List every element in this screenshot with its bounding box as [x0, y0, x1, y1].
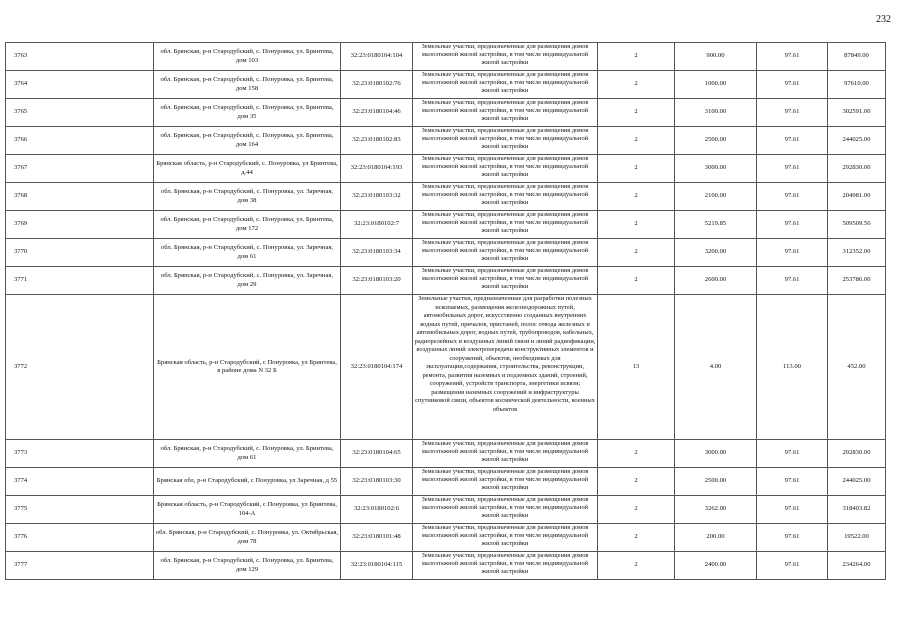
cadastral-table [5, 42, 886, 580]
area-cell: 3000.00 [675, 440, 757, 468]
table-row [6, 524, 886, 552]
specific-value-cell: 97.61 [757, 468, 828, 496]
group-number-cell: 2 [598, 468, 675, 496]
land-use-description-cell: Земельные участки, предназначенные для размещения домов малоэтажной жилой застройки, в том числе индивидуальной жилой застройки [413, 524, 598, 552]
group-number-cell: 2 [598, 552, 675, 580]
row-number-cell: 3772 [6, 295, 154, 440]
address-cell: Брянская область, р-н Стародубский, с Понуровка, ул Бринтева, 104-А [154, 496, 341, 524]
group-number-cell: 2 [598, 183, 675, 211]
cadastral-number-cell: 32:23:0180103:30 [341, 468, 413, 496]
cadastral-number-cell: 32:23:0180102:83 [341, 127, 413, 155]
cadastral-value-cell: 97610.00 [828, 71, 886, 99]
cadastral-value-cell: 302591.00 [828, 99, 886, 127]
specific-value-cell: 97.61 [757, 496, 828, 524]
row-number-cell: 3764 [6, 71, 154, 99]
area-cell: 900.00 [675, 43, 757, 71]
area-cell: 2500.00 [675, 127, 757, 155]
specific-value-cell: 97.61 [757, 155, 828, 183]
specific-value-cell: 97.61 [757, 211, 828, 239]
land-use-description-cell: Земельные участки, предназначенные для размещения домов малоэтажной жилой застройки, в том числе индивидуальной жилой застройки [413, 468, 598, 496]
table-row [6, 127, 886, 155]
group-number-cell: 2 [598, 267, 675, 295]
table-row [6, 183, 886, 211]
cadastral-number-cell: 32:23:0180101:48 [341, 524, 413, 552]
group-number-cell: 2 [598, 43, 675, 71]
row-number-cell: 3775 [6, 496, 154, 524]
cadastral-value-cell: 87849.00 [828, 43, 886, 71]
cadastral-value-cell: 312352.00 [828, 239, 886, 267]
area-cell: 3100.00 [675, 99, 757, 127]
row-number-cell: 3771 [6, 267, 154, 295]
table-row [6, 267, 886, 295]
cadastral-value-cell: 318403.82 [828, 496, 886, 524]
area-cell: 2600.00 [675, 267, 757, 295]
group-number-cell: 2 [598, 99, 675, 127]
table-row [6, 496, 886, 524]
specific-value-cell: 97.61 [757, 267, 828, 295]
cadastral-value-cell: 292830.00 [828, 155, 886, 183]
cadastral-number-cell: 32:23:0180103:20 [341, 267, 413, 295]
group-number-cell: 2 [598, 71, 675, 99]
cadastral-number-cell: 32:23:0180103:34 [341, 239, 413, 267]
specific-value-cell: 113.00 [757, 295, 828, 440]
table-row [6, 295, 886, 440]
table-row [6, 239, 886, 267]
row-number-cell: 3763 [6, 43, 154, 71]
address-cell: обл. Брянская, р-н Стародубский, с. Понуровка, ул. Бринтева, дом 172 [154, 211, 341, 239]
address-cell: обл. Брянская, р-н Стародубский, с. Понуровка, ул. Бринтева, дом 158 [154, 71, 341, 99]
page-number: 232 [876, 14, 891, 25]
row-number-cell: 3776 [6, 524, 154, 552]
area-cell: 4.00 [675, 295, 757, 440]
specific-value-cell: 97.61 [757, 99, 828, 127]
group-number-cell: 2 [598, 239, 675, 267]
row-number-cell: 3770 [6, 239, 154, 267]
area-cell: 3000.00 [675, 155, 757, 183]
cadastral-number-cell: 32:23:0180104:193 [341, 155, 413, 183]
cadastral-value-cell: 244025.00 [828, 468, 886, 496]
land-use-description-cell: Земельные участки, предназначенные для размещения домов малоэтажной жилой застройки, в том числе индивидуальной жилой застройки [413, 127, 598, 155]
specific-value-cell: 97.61 [757, 127, 828, 155]
table-row [6, 468, 886, 496]
land-use-description-cell: Земельные участки, предназначенные для размещения домов малоэтажной жилой застройки, в том числе индивидуальной жилой застройки [413, 71, 598, 99]
land-use-description-cell: Земельные участки, предназначенные для размещения домов малоэтажной жилой застройки, в том числе индивидуальной жилой застройки [413, 267, 598, 295]
address-cell: обл. Брянская, р-н Стародубский, с. Понуровка, ул. Заречная, дом 29 [154, 267, 341, 295]
group-number-cell: 2 [598, 440, 675, 468]
land-use-description-cell: Земельные участки, предназначенные для размещения домов малоэтажной жилой застройки, в том числе индивидуальной жилой застройки [413, 496, 598, 524]
cadastral-value-cell: 19522.00 [828, 524, 886, 552]
group-number-cell: 2 [598, 127, 675, 155]
group-number-cell: 2 [598, 496, 675, 524]
specific-value-cell: 97.61 [757, 71, 828, 99]
area-cell: 2400.00 [675, 552, 757, 580]
table-row [6, 440, 886, 468]
cadastral-number-cell: 32:23:0180104:115 [341, 552, 413, 580]
group-number-cell: 2 [598, 211, 675, 239]
cadastral-number-cell: 32:23:0180102:7 [341, 211, 413, 239]
table-row [6, 71, 886, 99]
address-cell: Брянская область, р-н Стародубский, с. Понуровка, ул Бринтева, д.44 [154, 155, 341, 183]
land-use-description-cell: Земельные участки, предназначенные для размещения домов малоэтажной жилой застройки, в том числе индивидуальной жилой застройки [413, 211, 598, 239]
cadastral-number-cell: 32:23:0180104:104 [341, 43, 413, 71]
row-number-cell: 3777 [6, 552, 154, 580]
table-row [6, 155, 886, 183]
address-cell: обл. Брянская, р-н Стародубский, с. Понуровка, ул. Октябрьская, дом 78 [154, 524, 341, 552]
table-row [6, 43, 886, 71]
address-cell: обл. Брянская, р-н Стародубский, с. Понуровка, ул. Бринтева, дом 61 [154, 440, 341, 468]
specific-value-cell: 97.61 [757, 552, 828, 580]
table-row [6, 211, 886, 239]
table-body [6, 43, 886, 580]
address-cell: обл. Брянская, р-н Стародубский, с. Понуровка, ул. Бринтева, дом 164 [154, 127, 341, 155]
land-use-description-cell: Земельные участки, предназначенные для размещения домов малоэтажной жилой застройки, в том числе индивидуальной жилой застройки [413, 239, 598, 267]
address-cell: Брянская область, р-н Стародубский, с Понуровка, ул Бринтева, в районе дома N 32 Б [154, 295, 341, 440]
area-cell: 1000.00 [675, 71, 757, 99]
cadastral-value-cell: 253786.00 [828, 267, 886, 295]
land-use-description-cell: Земельные участки, предназначенные для размещения домов малоэтажной жилой застройки, в том числе индивидуальной жилой застройки [413, 43, 598, 71]
address-cell: Брянская обл, р-н Стародубский, с Понуровка, ул Заречная, д 55 [154, 468, 341, 496]
area-cell: 200.00 [675, 524, 757, 552]
area-cell: 2500.00 [675, 468, 757, 496]
row-number-cell: 3768 [6, 183, 154, 211]
cadastral-value-cell: 292830.00 [828, 440, 886, 468]
area-cell: 5219.85 [675, 211, 757, 239]
cadastral-value-cell: 204981.00 [828, 183, 886, 211]
cadastral-number-cell: 32:23:0180103:32 [341, 183, 413, 211]
row-number-cell: 3773 [6, 440, 154, 468]
row-number-cell: 3774 [6, 468, 154, 496]
land-use-description-cell: Земельные участки, предназначенные для размещения домов малоэтажной жилой застройки, в том числе индивидуальной жилой застройки [413, 99, 598, 127]
table-row [6, 99, 886, 127]
row-number-cell: 3769 [6, 211, 154, 239]
area-cell: 3200.00 [675, 239, 757, 267]
address-cell: обл. Брянская, р-н Стародубский, с. Понуровка, ул. Заречная, дом 61 [154, 239, 341, 267]
land-use-description-cell: Земельные участки, предназначенные для размещения домов малоэтажной жилой застройки, в том числе индивидуальной жилой застройки [413, 552, 598, 580]
cadastral-value-cell: 509509.56 [828, 211, 886, 239]
specific-value-cell: 97.61 [757, 239, 828, 267]
row-number-cell: 3767 [6, 155, 154, 183]
specific-value-cell: 97.61 [757, 43, 828, 71]
cadastral-value-cell: 452.00 [828, 295, 886, 440]
cadastral-value-cell: 234264.00 [828, 552, 886, 580]
specific-value-cell: 97.61 [757, 183, 828, 211]
land-use-description-cell: Земельные участки, предназначенные для размещения домов малоэтажной жилой застройки, в том числе индивидуальной жилой застройки [413, 183, 598, 211]
group-number-cell: 2 [598, 524, 675, 552]
cadastral-number-cell: 32:23:0180102:6 [341, 496, 413, 524]
area-cell: 2100.00 [675, 183, 757, 211]
row-number-cell: 3766 [6, 127, 154, 155]
address-cell: обл. Брянская, р-н Стародубский, с. Понуровка, ул. Заречная, дом 38 [154, 183, 341, 211]
specific-value-cell: 97.61 [757, 524, 828, 552]
address-cell: обл. Брянская, р-н Стародубский, с. Понуровка, ул. Бринтева, дом 103 [154, 43, 341, 71]
address-cell: обл. Брянская, р-н Стародубский, с. Понуровка, ул. Бринтева, дом 35 [154, 99, 341, 127]
land-use-description-cell: Земельные участки, предназначенные для размещения домов малоэтажной жилой застройки, в том числе индивидуальной жилой застройки [413, 155, 598, 183]
land-use-description-cell: Земельные участки, предназначенные для размещения домов малоэтажной жилой застройки, в том числе индивидуальной жилой застройки [413, 440, 598, 468]
group-number-cell: 2 [598, 155, 675, 183]
table-row [6, 552, 886, 580]
land-use-description-cell: Земельные участки, предназначенные для разработки полезных ископаемых, размещения железнодорожных путей, автомобильных дорог, искусственно созданных внутренних водных путей, причалов, пристаней, полос отвода железных и автомобильных дорог, водных путей, трубопроводов, кабельных, радиорелейных и воздушных линий связи и линий радиофикации, воздушных линий электропередачи конструктивных элементов и сооружений, объектов, необходимых для эксплуатации,содержания, строительства, реконструкции, ремонта, развития наземных и подземных зданий, строений, сооружений, устройств транспорта, энергетики исвязи; размещения наземных сооружений и инфраструктуры спутниковой связи, объектов космической деятельности, военных объектов [413, 295, 598, 440]
row-number-cell: 3765 [6, 99, 154, 127]
cadastral-value-cell: 244025.00 [828, 127, 886, 155]
group-number-cell: 13 [598, 295, 675, 440]
cadastral-number-cell: 32:23:0180104:174 [341, 295, 413, 440]
cadastral-number-cell: 32:23:0180102:76 [341, 71, 413, 99]
area-cell: 3262.00 [675, 496, 757, 524]
cadastral-number-cell: 32:23:0180104:46 [341, 99, 413, 127]
cadastral-number-cell: 32:23:0180104:65 [341, 440, 413, 468]
specific-value-cell: 97.61 [757, 440, 828, 468]
address-cell: обл. Брянская, р-н Стародубский, с. Понуровка, ул. Бринтева, дом 129 [154, 552, 341, 580]
